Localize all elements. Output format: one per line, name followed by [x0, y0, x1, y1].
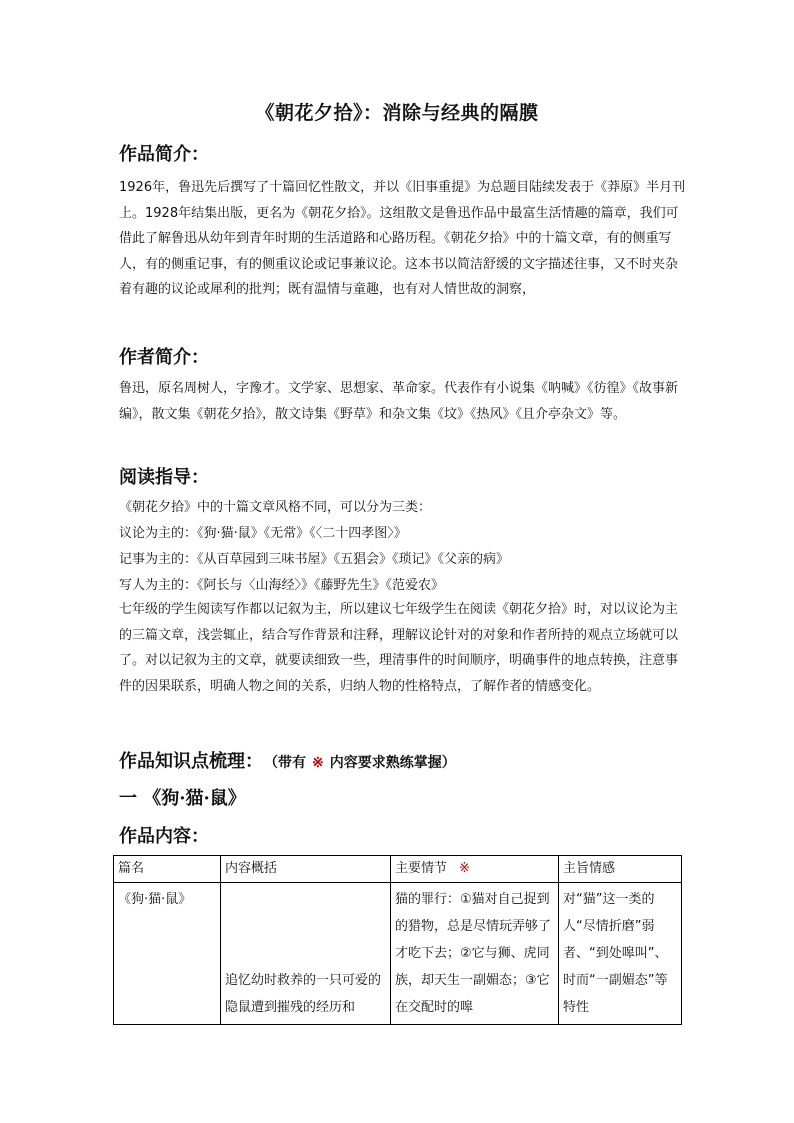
content-heading: 作品内容： [119, 826, 209, 847]
guide-line-narrative: 记事为主的：《从百草园到三味书屋》《五猖会》《琐记》《父亲的病》 [119, 552, 510, 567]
knowledge-heading-text: 作品知识点梳理： [119, 751, 263, 772]
reference-mark-icon: ※ [459, 861, 470, 876]
table-header-row [114, 856, 682, 883]
guide-line-portrait: 写人为主的：《阿长与〈山海经〉》《藤野先生》《范爱农》 [119, 578, 445, 593]
table-cell-summary: 追忆幼时救养的一只可爱的隐鼠遭到摧残的经历和 [221, 883, 391, 1025]
knowledge-note-suffix: 内容要求熟练掌握） [329, 755, 456, 771]
table-cell-title: 《狗·猫·鼠》 [114, 883, 221, 1025]
knowledge-note-prefix: （带有 [271, 755, 306, 771]
intro-heading: 作品简介： [119, 144, 209, 165]
page-title: 《朝花夕拾》：消除与经典的隔膜 [255, 102, 539, 124]
table-row [114, 883, 682, 1025]
table-header-title: 篇名 [114, 856, 221, 883]
guide-paragraph: 七年级的学生阅读写作都以记叙为主，所以建议七年级学生在阅读《朝花夕拾》时，对以议论为主的三篇文章，浅尝辄止，结合写作背景和注释，理解议论针对的对象和作者所持的观点立场就可以了。对以记叙为主的文章，就要读细致一些，理清事件的时间顺序，明确事件的地点转换，注意事件的因果联系，明确人物之间的关系，归纳人物的性格特点，了解作者的情感变化。 [119, 602, 679, 694]
reference-mark-icon: ※ [312, 755, 324, 771]
author-paragraph: 鲁迅，原名周树人，字豫才。文学家、思想家、革命家。代表作有小说集《呐喊》《彷徨》《故事新编》，散文集《朝花夕拾》，散文诗集《野草》和杂文集《坟》《热风》《且介亭杂文》等。 [119, 381, 679, 422]
knowledge-table [113, 855, 682, 1025]
table-cell-theme: 对“猫”这一类的人“尽情折磨”弱者、“到处嗥叫”、时而“一副媚态”等特性 [559, 883, 682, 1025]
table-header-summary: 内容概括 [221, 856, 391, 883]
table-header-theme: 主旨情感 [559, 856, 682, 883]
table-cell-plot: 猫的罪行：①猫对自己捉到的猎物，总是尽情玩弄够了才吃下去；②它与狮、虎同族，却天生一副媚态；③它在交配时的嗥 [391, 883, 559, 1025]
section-heading: 一 《狗·猫·鼠》 [119, 788, 246, 809]
intro-paragraph: 1926年，鲁迅先后撰写了十篇回忆性散文，并以《旧事重提》为总题目陆续发表于《莽原》半月刊上。1928年结集出版，更名为《朝花夕拾》。这组散文是鲁迅作品中最富生活情趣的篇章，我们可借此了解鲁迅从幼年到青年时期的生活道路和心路历程。《朝花夕拾》中的十篇文章，有的侧重写人，有的侧重记事，有的侧重议论或记事兼议论。这本书以简洁舒缓的文字描述往事，又不时夹杂着有趣的议论或犀利的批判；既有温情与童趣，也有对人情世故的洞察， [119, 180, 686, 298]
guide-heading: 阅读指导： [119, 467, 209, 488]
guide-line-intro: 《朝花夕拾》中的十篇文章风格不同，可以分为三类： [119, 500, 432, 515]
author-heading: 作者简介： [119, 347, 209, 368]
table-header-plot-label: 主要情节 [395, 861, 448, 876]
guide-line-argument: 议论为主的：《狗·猫·鼠》《无常》《〈二十四孝图〉》 [119, 526, 407, 541]
knowledge-heading [119, 747, 456, 773]
knowledge-note [271, 755, 456, 771]
table-header-plot [391, 856, 559, 883]
